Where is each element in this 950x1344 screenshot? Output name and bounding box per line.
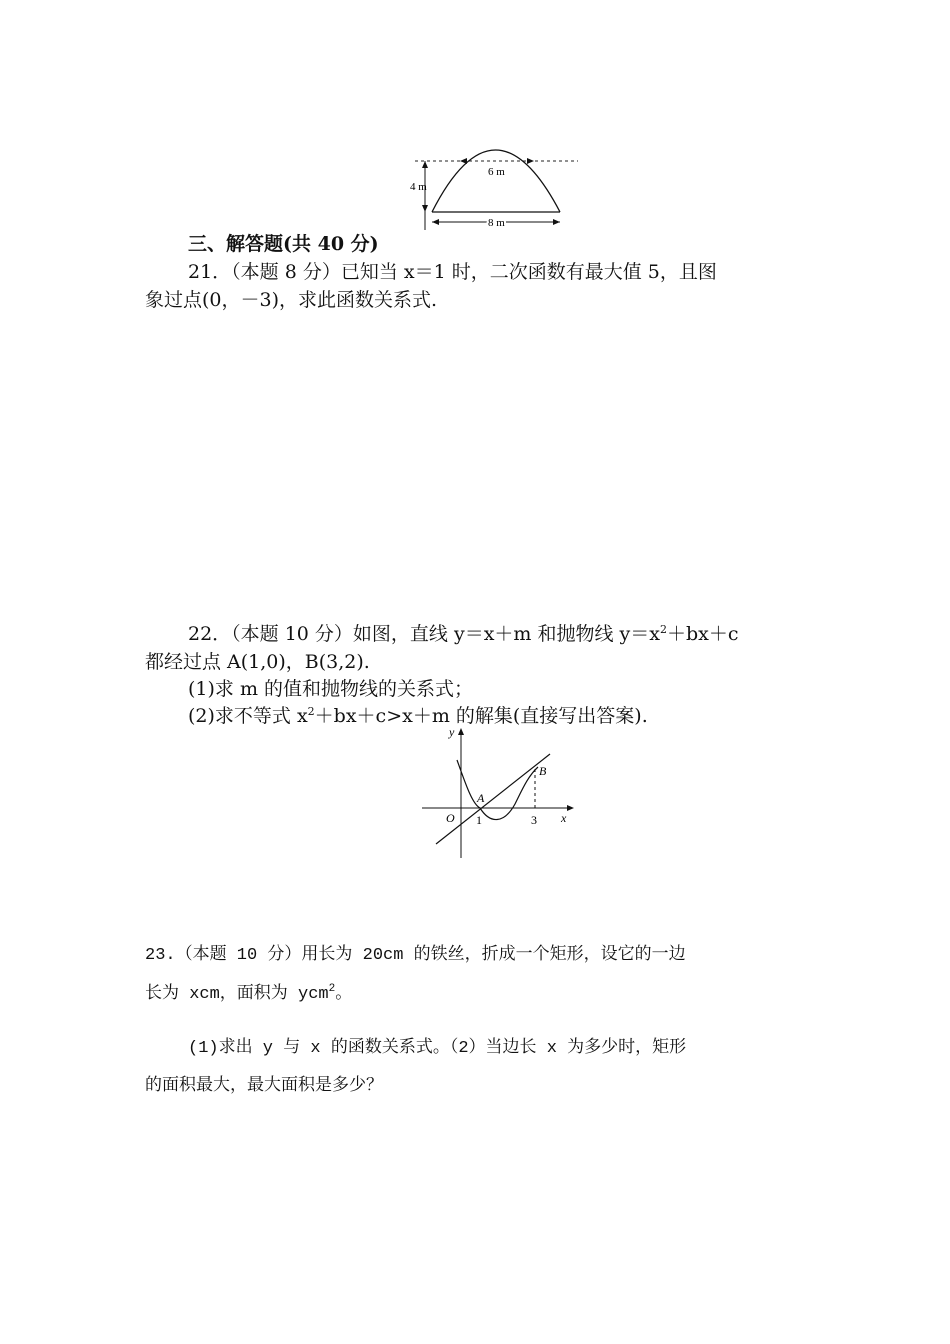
- x-axis-arrow-icon: [567, 805, 574, 811]
- tick-label-1: 1: [476, 813, 482, 827]
- q23-line1: 23.（本题 10 分）用长为 20cm 的铁丝，折成一个矩形，设它的一边: [145, 946, 686, 965]
- q22-line1: [188, 622, 739, 646]
- arrow-right-icon: [553, 219, 560, 225]
- q23-line2: [145, 983, 352, 1007]
- axis-label-y: y: [449, 725, 455, 739]
- q22-line1-sup: 2: [659, 623, 667, 636]
- section-heading: 三、解答题(共 40 分): [188, 233, 379, 255]
- q23-line2-a: 长为 xcm，面积为 ycm: [145, 985, 329, 1004]
- arch-label-top: 6 m: [488, 166, 505, 178]
- q22-line3: (1)求 m 的值和抛物线的关系式；: [188, 678, 474, 700]
- q23-line2-sup: 2: [328, 983, 336, 995]
- q21-line2: 象过点(0，－3)，求此函数关系式.: [145, 289, 438, 311]
- q22-line2: 都经过点 A(1,0)，B(3,2).: [145, 651, 370, 673]
- origin-label: O: [446, 811, 455, 825]
- q22-line4-sup: 2: [307, 705, 315, 718]
- q22-line4-a: (2)求不等式 x: [188, 705, 308, 727]
- axis-label-x: x: [561, 811, 567, 825]
- q22-line1-a: 22．（本题 10 分）如图，直线 y＝x＋m 和抛物线 y＝x: [188, 623, 660, 645]
- q22-line4-b: ＋bx＋c>x＋m 的解集(直接写出答案).: [314, 705, 648, 727]
- q22-line1-b: ＋bx＋c: [666, 623, 739, 645]
- arrow-up-icon: [422, 161, 428, 168]
- q23-line3: (1)求出 y 与 x 的函数关系式。（2）当边长 x 为多少时，矩形: [188, 1039, 687, 1058]
- arch-label-height: 4 m: [410, 181, 427, 193]
- line-y-x-plus-m: [436, 754, 550, 844]
- q21-text-line1: 21．（本题 8 分）已知当 x＝1 时，二次函数有最大值 5，且图: [188, 261, 717, 283]
- arrow-down-icon: [422, 205, 428, 212]
- tick-label-3: 3: [531, 813, 537, 827]
- arrow-left-icon: [460, 158, 467, 164]
- y-axis-arrow-icon: [458, 728, 464, 735]
- arch-figure: [410, 118, 585, 230]
- graph-figure: [420, 724, 580, 860]
- q21-line1: [188, 260, 717, 284]
- q23-line2-b: 。: [335, 985, 353, 1004]
- point-a-label: A: [477, 791, 485, 805]
- point-b-label: B: [539, 764, 547, 778]
- arch-curve: [432, 150, 560, 212]
- curve-parabola: [457, 760, 538, 820]
- arch-label-base: 8 m: [488, 217, 505, 229]
- q23-line4: 的面积最大，最大面积是多少？: [145, 1077, 383, 1096]
- arrow-left-icon: [432, 219, 439, 225]
- arrow-right-icon: [527, 158, 534, 164]
